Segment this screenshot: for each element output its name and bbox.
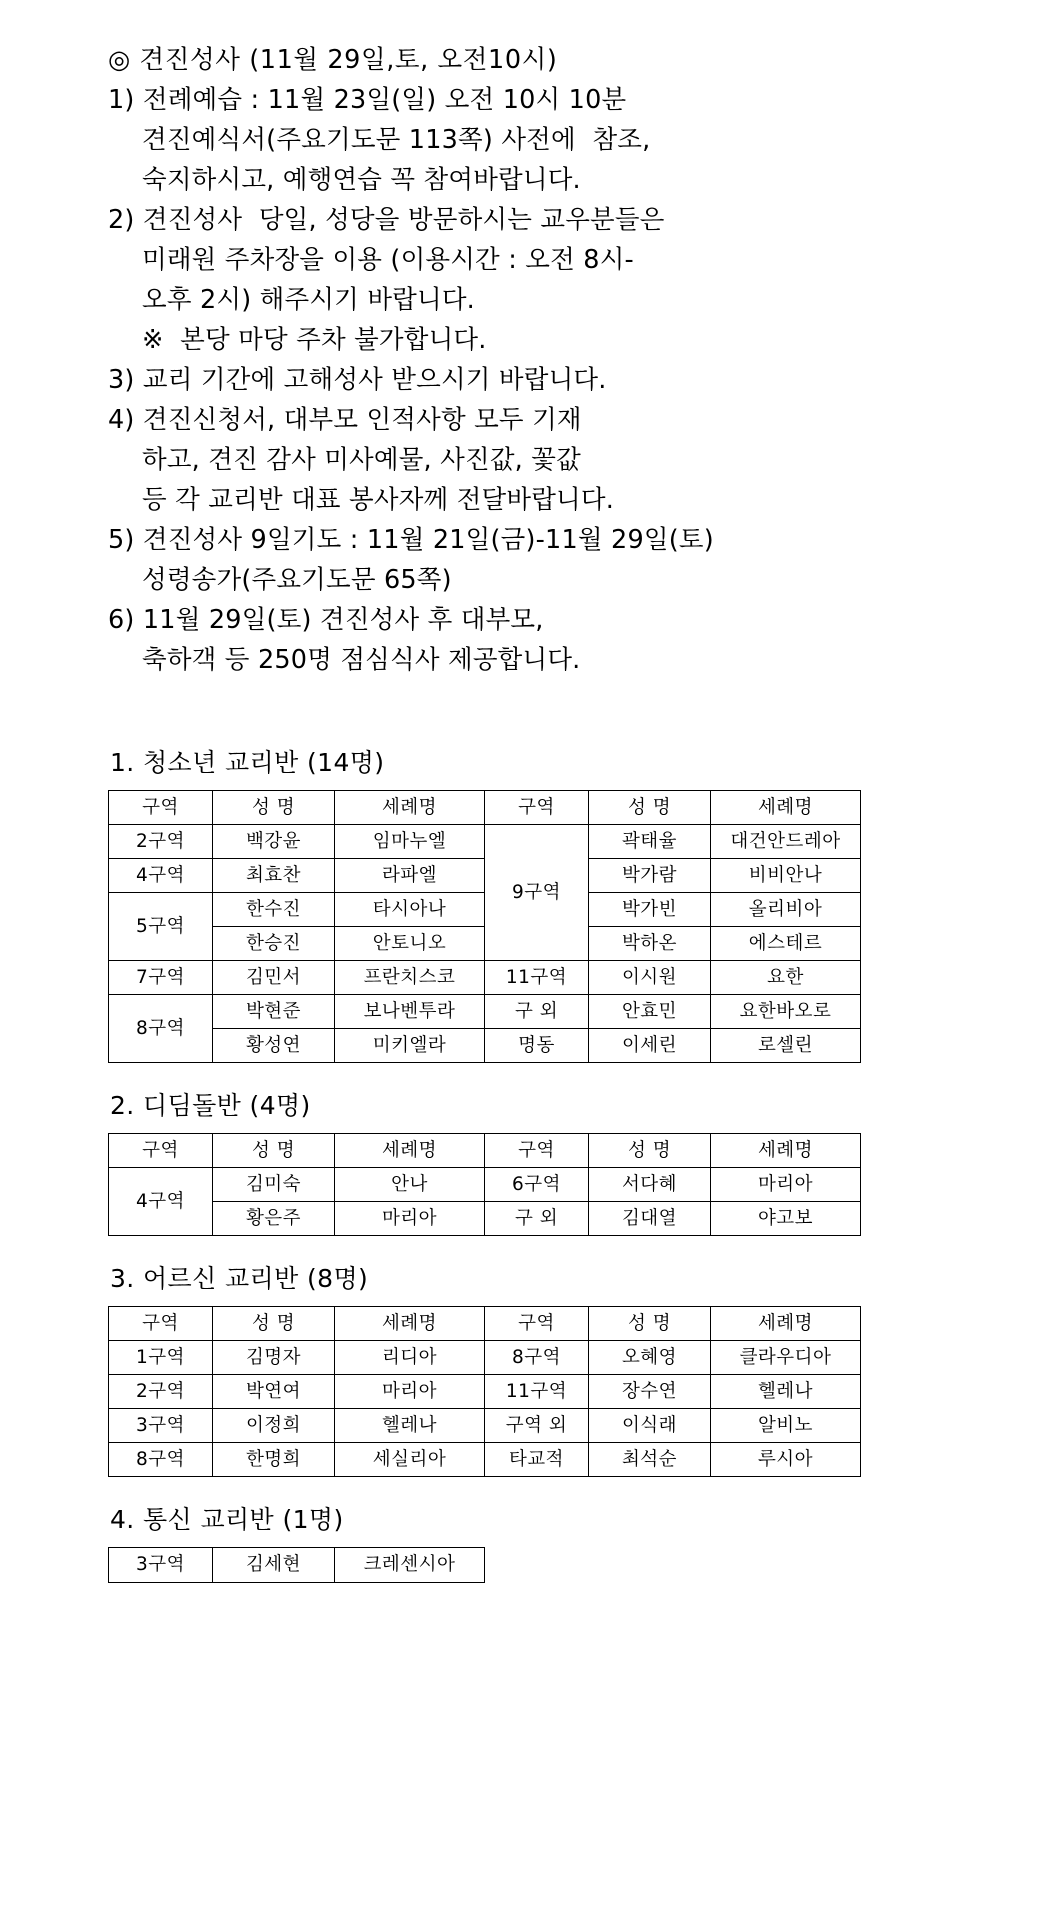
notice-line: 3) 교리 기간에 고해성사 받으시기 바랍니다.	[108, 365, 607, 395]
cell-name: 이정희	[213, 1409, 335, 1443]
cell-christian-name: 로셀린	[711, 1029, 861, 1063]
cell-zone: 9구역	[485, 825, 589, 961]
cell-christian-name: 올리비아	[711, 893, 861, 927]
notice-line: ※ 본당 마당 주차 불가합니다.	[142, 325, 487, 355]
table-row	[109, 995, 861, 1029]
cell-christian-name: 안토니오	[335, 927, 485, 961]
cell-name: 박연여	[213, 1375, 335, 1409]
cell-name: 오혜영	[589, 1341, 711, 1375]
cell-christian-name: 안나	[335, 1168, 485, 1202]
section-youth	[108, 746, 992, 1063]
cell-christian-name: 루시아	[711, 1443, 861, 1477]
cell-zone: 7구역	[109, 961, 213, 995]
notice-line: 견진예식서(주요기도문 113쪽) 사전에 참조,	[142, 125, 651, 155]
roster-table	[108, 790, 861, 1063]
notice-line: 4) 견진신청서, 대부모 인적사항 모두 기재	[108, 405, 582, 435]
table-row	[109, 1202, 861, 1236]
cell-name: 박가람	[589, 859, 711, 893]
roster-table	[108, 1547, 485, 1583]
cell-zone: 4구역	[109, 859, 213, 893]
cell-christian-name: 요한바오로	[711, 995, 861, 1029]
column-header: 성 명	[213, 791, 335, 825]
cell-christian-name: 미키엘라	[335, 1029, 485, 1063]
cell-zone: 6구역	[485, 1168, 589, 1202]
table-row	[109, 1375, 861, 1409]
column-header: 구역	[485, 1134, 589, 1168]
cell-christian-name: 마리아	[711, 1168, 861, 1202]
notice-block	[108, 40, 992, 680]
cell-zone: 3구역	[109, 1409, 213, 1443]
cell-name: 서다혜	[589, 1168, 711, 1202]
column-header: 구역	[109, 1307, 213, 1341]
cell-name: 박가빈	[589, 893, 711, 927]
notice-line: 등 각 교리반 대표 봉사자께 전달바랍니다.	[142, 485, 614, 515]
notice-line: 하고, 견진 감사 미사예물, 사진값, 꽃값	[142, 445, 581, 475]
cell-zone: 구 외	[485, 995, 589, 1029]
section-title: 2. 디딤돌반 (4명)	[110, 1091, 311, 1120]
column-header: 구역	[485, 1307, 589, 1341]
cell-zone: 3구역	[109, 1548, 213, 1583]
table-row	[109, 825, 861, 859]
notice-line: 성령송가(주요기도문 65쪽)	[142, 565, 452, 595]
cell-name: 이세린	[589, 1029, 711, 1063]
table-header-row	[109, 791, 861, 825]
cell-name: 장수연	[589, 1375, 711, 1409]
roster-table	[108, 1306, 861, 1477]
roster-table	[108, 1133, 861, 1236]
cell-zone: 2구역	[109, 1375, 213, 1409]
section-didimdol	[108, 1089, 992, 1236]
column-header: 세례명	[711, 1307, 861, 1341]
cell-name: 김세현	[213, 1548, 335, 1583]
section-title: 1. 청소년 교리반 (14명)	[110, 748, 385, 777]
cell-name: 백강윤	[213, 825, 335, 859]
spacer	[108, 680, 992, 746]
table-header-row	[109, 1307, 861, 1341]
cell-christian-name: 헬레나	[335, 1409, 485, 1443]
column-header: 세례명	[711, 791, 861, 825]
cell-name: 박현준	[213, 995, 335, 1029]
table-row	[109, 1168, 861, 1202]
notice-line: ◎ 견진성사 (11월 29일,토, 오전10시)	[108, 45, 558, 75]
cell-name: 이식래	[589, 1409, 711, 1443]
cell-zone: 타교적	[485, 1443, 589, 1477]
column-header: 세례명	[335, 791, 485, 825]
cell-zone: 8구역	[485, 1341, 589, 1375]
cell-zone: 8구역	[109, 995, 213, 1063]
cell-name: 한수진	[213, 893, 335, 927]
cell-name: 최석순	[589, 1443, 711, 1477]
table-row	[109, 1341, 861, 1375]
section-elderly	[108, 1262, 992, 1477]
cell-christian-name: 대건안드레아	[711, 825, 861, 859]
cell-name: 박하온	[589, 927, 711, 961]
cell-christian-name: 비비안나	[711, 859, 861, 893]
cell-zone: 4구역	[109, 1168, 213, 1236]
cell-christian-name: 임마누엘	[335, 825, 485, 859]
cell-christian-name: 마리아	[335, 1202, 485, 1236]
cell-name: 김명자	[213, 1341, 335, 1375]
column-header: 성 명	[589, 1307, 711, 1341]
section-title: 3. 어르신 교리반 (8명)	[110, 1264, 369, 1293]
table-row	[109, 1548, 485, 1583]
cell-zone: 구 외	[485, 1202, 589, 1236]
cell-zone: 8구역	[109, 1443, 213, 1477]
table-row	[109, 1443, 861, 1477]
table-row	[109, 1409, 861, 1443]
column-header: 구역	[109, 791, 213, 825]
cell-christian-name: 요한	[711, 961, 861, 995]
cell-name: 한명희	[213, 1443, 335, 1477]
cell-name: 김대열	[589, 1202, 711, 1236]
column-header: 세례명	[335, 1134, 485, 1168]
column-header: 세례명	[335, 1307, 485, 1341]
notice-line: 축하객 등 250명 점심식사 제공합니다.	[142, 645, 581, 675]
notice-line: 오후 2시) 해주시기 바랍니다.	[142, 285, 475, 315]
column-header: 세례명	[711, 1134, 861, 1168]
cell-zone: 명동	[485, 1029, 589, 1063]
cell-christian-name: 리디아	[335, 1341, 485, 1375]
column-header: 성 명	[589, 791, 711, 825]
cell-christian-name: 야고보	[711, 1202, 861, 1236]
cell-christian-name: 헬레나	[711, 1375, 861, 1409]
notice-line: 1) 전례예습 : 11월 23일(일) 오전 10시 10분	[108, 85, 627, 115]
cell-name: 이시원	[589, 961, 711, 995]
cell-zone: 11구역	[485, 1375, 589, 1409]
column-header: 성 명	[213, 1134, 335, 1168]
cell-christian-name: 프란치스코	[335, 961, 485, 995]
cell-christian-name: 보나벤투라	[335, 995, 485, 1029]
cell-name: 황은주	[213, 1202, 335, 1236]
notice-line: 6) 11월 29일(토) 견진성사 후 대부모,	[108, 605, 544, 635]
column-header: 구역	[485, 791, 589, 825]
cell-christian-name: 마리아	[335, 1375, 485, 1409]
cell-christian-name: 세실리아	[335, 1443, 485, 1477]
cell-name: 황성연	[213, 1029, 335, 1063]
table-row	[109, 1029, 861, 1063]
notice-line: 2) 견진성사 당일, 성당을 방문하시는 교우분들은	[108, 205, 665, 235]
cell-zone: 1구역	[109, 1341, 213, 1375]
column-header: 성 명	[213, 1307, 335, 1341]
cell-christian-name: 타시아나	[335, 893, 485, 927]
table-row	[109, 961, 861, 995]
cell-zone: 11구역	[485, 961, 589, 995]
cell-zone: 2구역	[109, 825, 213, 859]
notice-line: 숙지하시고, 예행연습 꼭 참여바랍니다.	[142, 165, 581, 195]
cell-christian-name: 라파엘	[335, 859, 485, 893]
cell-name: 안효민	[589, 995, 711, 1029]
column-header: 구역	[109, 1134, 213, 1168]
notice-line: 5) 견진성사 9일기도 : 11월 21일(금)-11월 29일(토)	[108, 525, 714, 555]
cell-name: 김민서	[213, 961, 335, 995]
cell-christian-name: 알비노	[711, 1409, 861, 1443]
cell-christian-name: 에스테르	[711, 927, 861, 961]
cell-name: 곽태율	[589, 825, 711, 859]
section-title: 4. 통신 교리반 (1명)	[110, 1505, 344, 1534]
cell-zone: 구역 외	[485, 1409, 589, 1443]
cell-zone: 5구역	[109, 893, 213, 961]
section-correspondence	[108, 1503, 992, 1583]
cell-christian-name: 크레센시아	[335, 1548, 485, 1583]
cell-christian-name: 클라우디아	[711, 1341, 861, 1375]
table-header-row	[109, 1134, 861, 1168]
notice-line: 미래원 주차장을 이용 (이용시간 : 오전 8시-	[142, 245, 634, 275]
cell-name: 한승진	[213, 927, 335, 961]
column-header: 성 명	[589, 1134, 711, 1168]
cell-name: 최효찬	[213, 859, 335, 893]
cell-name: 김미숙	[213, 1168, 335, 1202]
